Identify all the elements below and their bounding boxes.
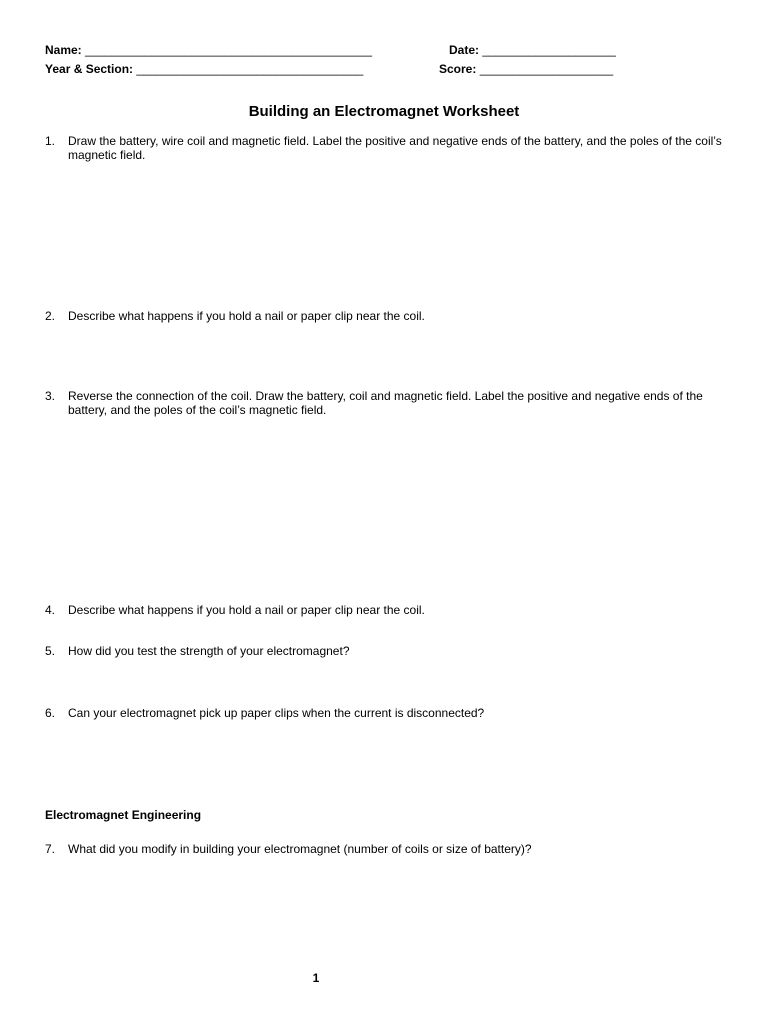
question-item	[45, 842, 725, 856]
question-number: 2.	[45, 309, 56, 323]
question-item	[45, 134, 725, 162]
score-field-row	[439, 62, 613, 76]
score-blank-line[interactable]: ____________________	[479, 62, 614, 76]
section-heading-engineering: Electromagnet Engineering	[45, 808, 202, 822]
name-field-row	[45, 43, 372, 57]
year-section-label: Year & Section:	[45, 62, 134, 76]
question-text: Can your electromagnet pick up paper clips when the current is disconnected?	[68, 706, 485, 720]
question-number: 7.	[45, 842, 56, 856]
question-text: Describe what happens if you hold a nail or paper clip near the coil.	[68, 603, 425, 617]
name-label: Name:	[45, 43, 82, 57]
question-number: 5.	[45, 644, 56, 658]
date-field-row	[449, 43, 616, 57]
question-text: What did you modify in building your electromagnet (number of coils or size of battery)?	[68, 842, 532, 856]
name-blank-line[interactable]: ___________________________________________	[85, 43, 373, 57]
question-number: 3.	[45, 389, 56, 403]
year-section-blank-line[interactable]: __________________________________	[136, 62, 364, 76]
date-blank-line[interactable]: ____________________	[482, 43, 616, 57]
year-section-field-row	[45, 62, 363, 76]
question-item	[45, 389, 725, 417]
question-text: How did you test the strength of your electromagnet?	[68, 644, 350, 658]
question-number: 4.	[45, 603, 56, 617]
question-text: Describe what happens if you hold a nail or paper clip near the coil.	[68, 309, 425, 323]
worksheet-title: Building an Electromagnet Worksheet	[248, 103, 520, 120]
question-number: 6.	[45, 706, 56, 720]
score-label: Score:	[439, 62, 477, 76]
question-item	[45, 644, 725, 658]
question-text: Draw the battery, wire coil and magnetic field. Label the positive and negative ends of the battery, and the poles of the coil’s magnetic field.	[68, 134, 722, 162]
question-item	[45, 603, 725, 617]
question-text: Reverse the connection of the coil. Draw the battery, coil and magnetic field. Label the positive and negative ends of the battery, and the poles of the coil’s magnetic field.	[68, 389, 703, 417]
page-number: 1	[312, 971, 320, 985]
question-item	[45, 706, 725, 720]
question-item	[45, 309, 725, 323]
question-number: 1.	[45, 134, 56, 148]
date-label: Date:	[449, 43, 480, 57]
